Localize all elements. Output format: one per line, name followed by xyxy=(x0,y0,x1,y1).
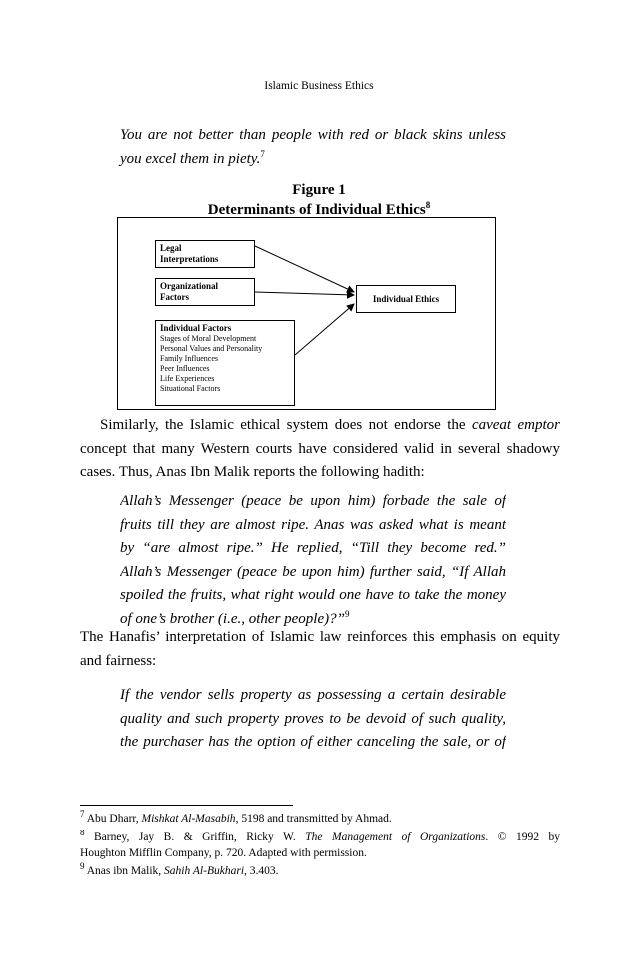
para-line: The Hanafis’ interpretation of Islamic law reinforces this emphasis on equity xyxy=(80,629,560,645)
quote-line: You are not better than people with red or black skins unless xyxy=(120,127,506,143)
factor-item: Personal Values and Personality xyxy=(160,344,263,353)
footnote-9 xyxy=(80,861,560,880)
para-text: Similarly, the Islamic ethical system does not endorse the xyxy=(100,417,472,433)
factor-item: Family Influences xyxy=(160,354,218,363)
box-heading: Individual Factors xyxy=(160,323,232,333)
box-line: Legal xyxy=(160,243,182,253)
quote-line: If the vendor sells property as possessing a certain desirable xyxy=(120,687,506,703)
paragraph-hanafis xyxy=(80,626,560,673)
arrow-organizational xyxy=(255,292,354,295)
quote-line-text: of one’s brother (i.e., other people)?” xyxy=(120,610,345,627)
para-line: and fairness: xyxy=(80,652,157,669)
footnote-text: , 5198 and transmitted by Ahmad. xyxy=(235,813,392,825)
quote-line: spoiled the fruits, what right would one have to take the money xyxy=(120,587,506,603)
quote-line: the purchaser has the option of either canceling the sale, or of xyxy=(120,734,506,750)
footnote-text: . © 1992 by xyxy=(485,831,560,843)
footnote-number: 9 xyxy=(80,861,85,872)
footnote-text: , 3.403. xyxy=(244,865,279,877)
footnote-text: Abu Dharr, xyxy=(84,813,142,825)
footnote-line: Houghton Mifflin Company, p. 720. Adapted with permission. xyxy=(80,846,367,859)
quote-line: by “are almost ripe.” He replied, “Till they become red.” xyxy=(120,540,506,556)
footnote-7 xyxy=(80,809,560,828)
factor-item: Stages of Moral Development xyxy=(160,334,257,343)
paragraph-caveat-emptor xyxy=(80,414,560,485)
quote-line: quality and such property proves to be devoid of such quality, xyxy=(120,710,506,727)
footnote-8 xyxy=(80,830,560,861)
footnote-title: Sahih Al-Bukhari xyxy=(164,865,245,877)
footnote-title: The Management of Organizations xyxy=(305,831,486,843)
quote-line: fruits till they are almost ripe. Anas was asked what is meant xyxy=(120,516,506,533)
footnote-line xyxy=(80,830,560,846)
running-header: Islamic Business Ethics xyxy=(264,80,374,92)
footnote-rule xyxy=(80,805,293,806)
quote-vendor xyxy=(120,684,506,755)
quote-hadith xyxy=(120,490,506,631)
footnote-number: 7 xyxy=(80,809,85,820)
footnote-text: Anas ibn Malik, xyxy=(84,865,165,877)
para-line xyxy=(80,414,560,438)
figure-title-text: Determinants of Individual Ethics xyxy=(207,202,426,218)
box-line: Organizational xyxy=(160,281,218,291)
para-line: concept that many Western courts have considered valid in several shadowy xyxy=(80,440,560,457)
individual-ethics-box: Individual Ethics xyxy=(356,285,456,313)
factor-item: Peer Influences xyxy=(160,364,210,373)
arrow-legal xyxy=(255,246,354,292)
footnote-number: 8 xyxy=(80,830,85,838)
factor-item: Life Experiences xyxy=(160,374,215,383)
arrow-individual xyxy=(295,304,354,355)
factor-item: Situational Factors xyxy=(160,384,221,393)
box-line: Factors xyxy=(160,292,189,302)
footnote-ref-7: 7 xyxy=(260,148,265,159)
footnote-text: Barney, Jay B. & Griffin, Ricky W. xyxy=(84,831,306,843)
footnote-ref-9: 9 xyxy=(344,608,350,619)
footnote-title: Mishkat Al-Masabih xyxy=(141,813,236,825)
quote-line: Allah’s Messenger (peace be upon him) further said, “If Allah xyxy=(120,563,506,580)
figure-label: Figure 1 xyxy=(292,182,346,198)
footnote-ref-8: 8 xyxy=(425,200,431,210)
quote-line-text: you excel them in piety. xyxy=(120,150,261,167)
quote-line: Allah’s Messenger (peace be upon him) forbade the sale of xyxy=(120,493,506,509)
box-line: Interpretations xyxy=(160,254,219,264)
para-line: cases. Thus, Anas Ibn Malik reports the following hadith: xyxy=(80,464,425,480)
para-emphasis: caveat emptor xyxy=(471,417,560,433)
